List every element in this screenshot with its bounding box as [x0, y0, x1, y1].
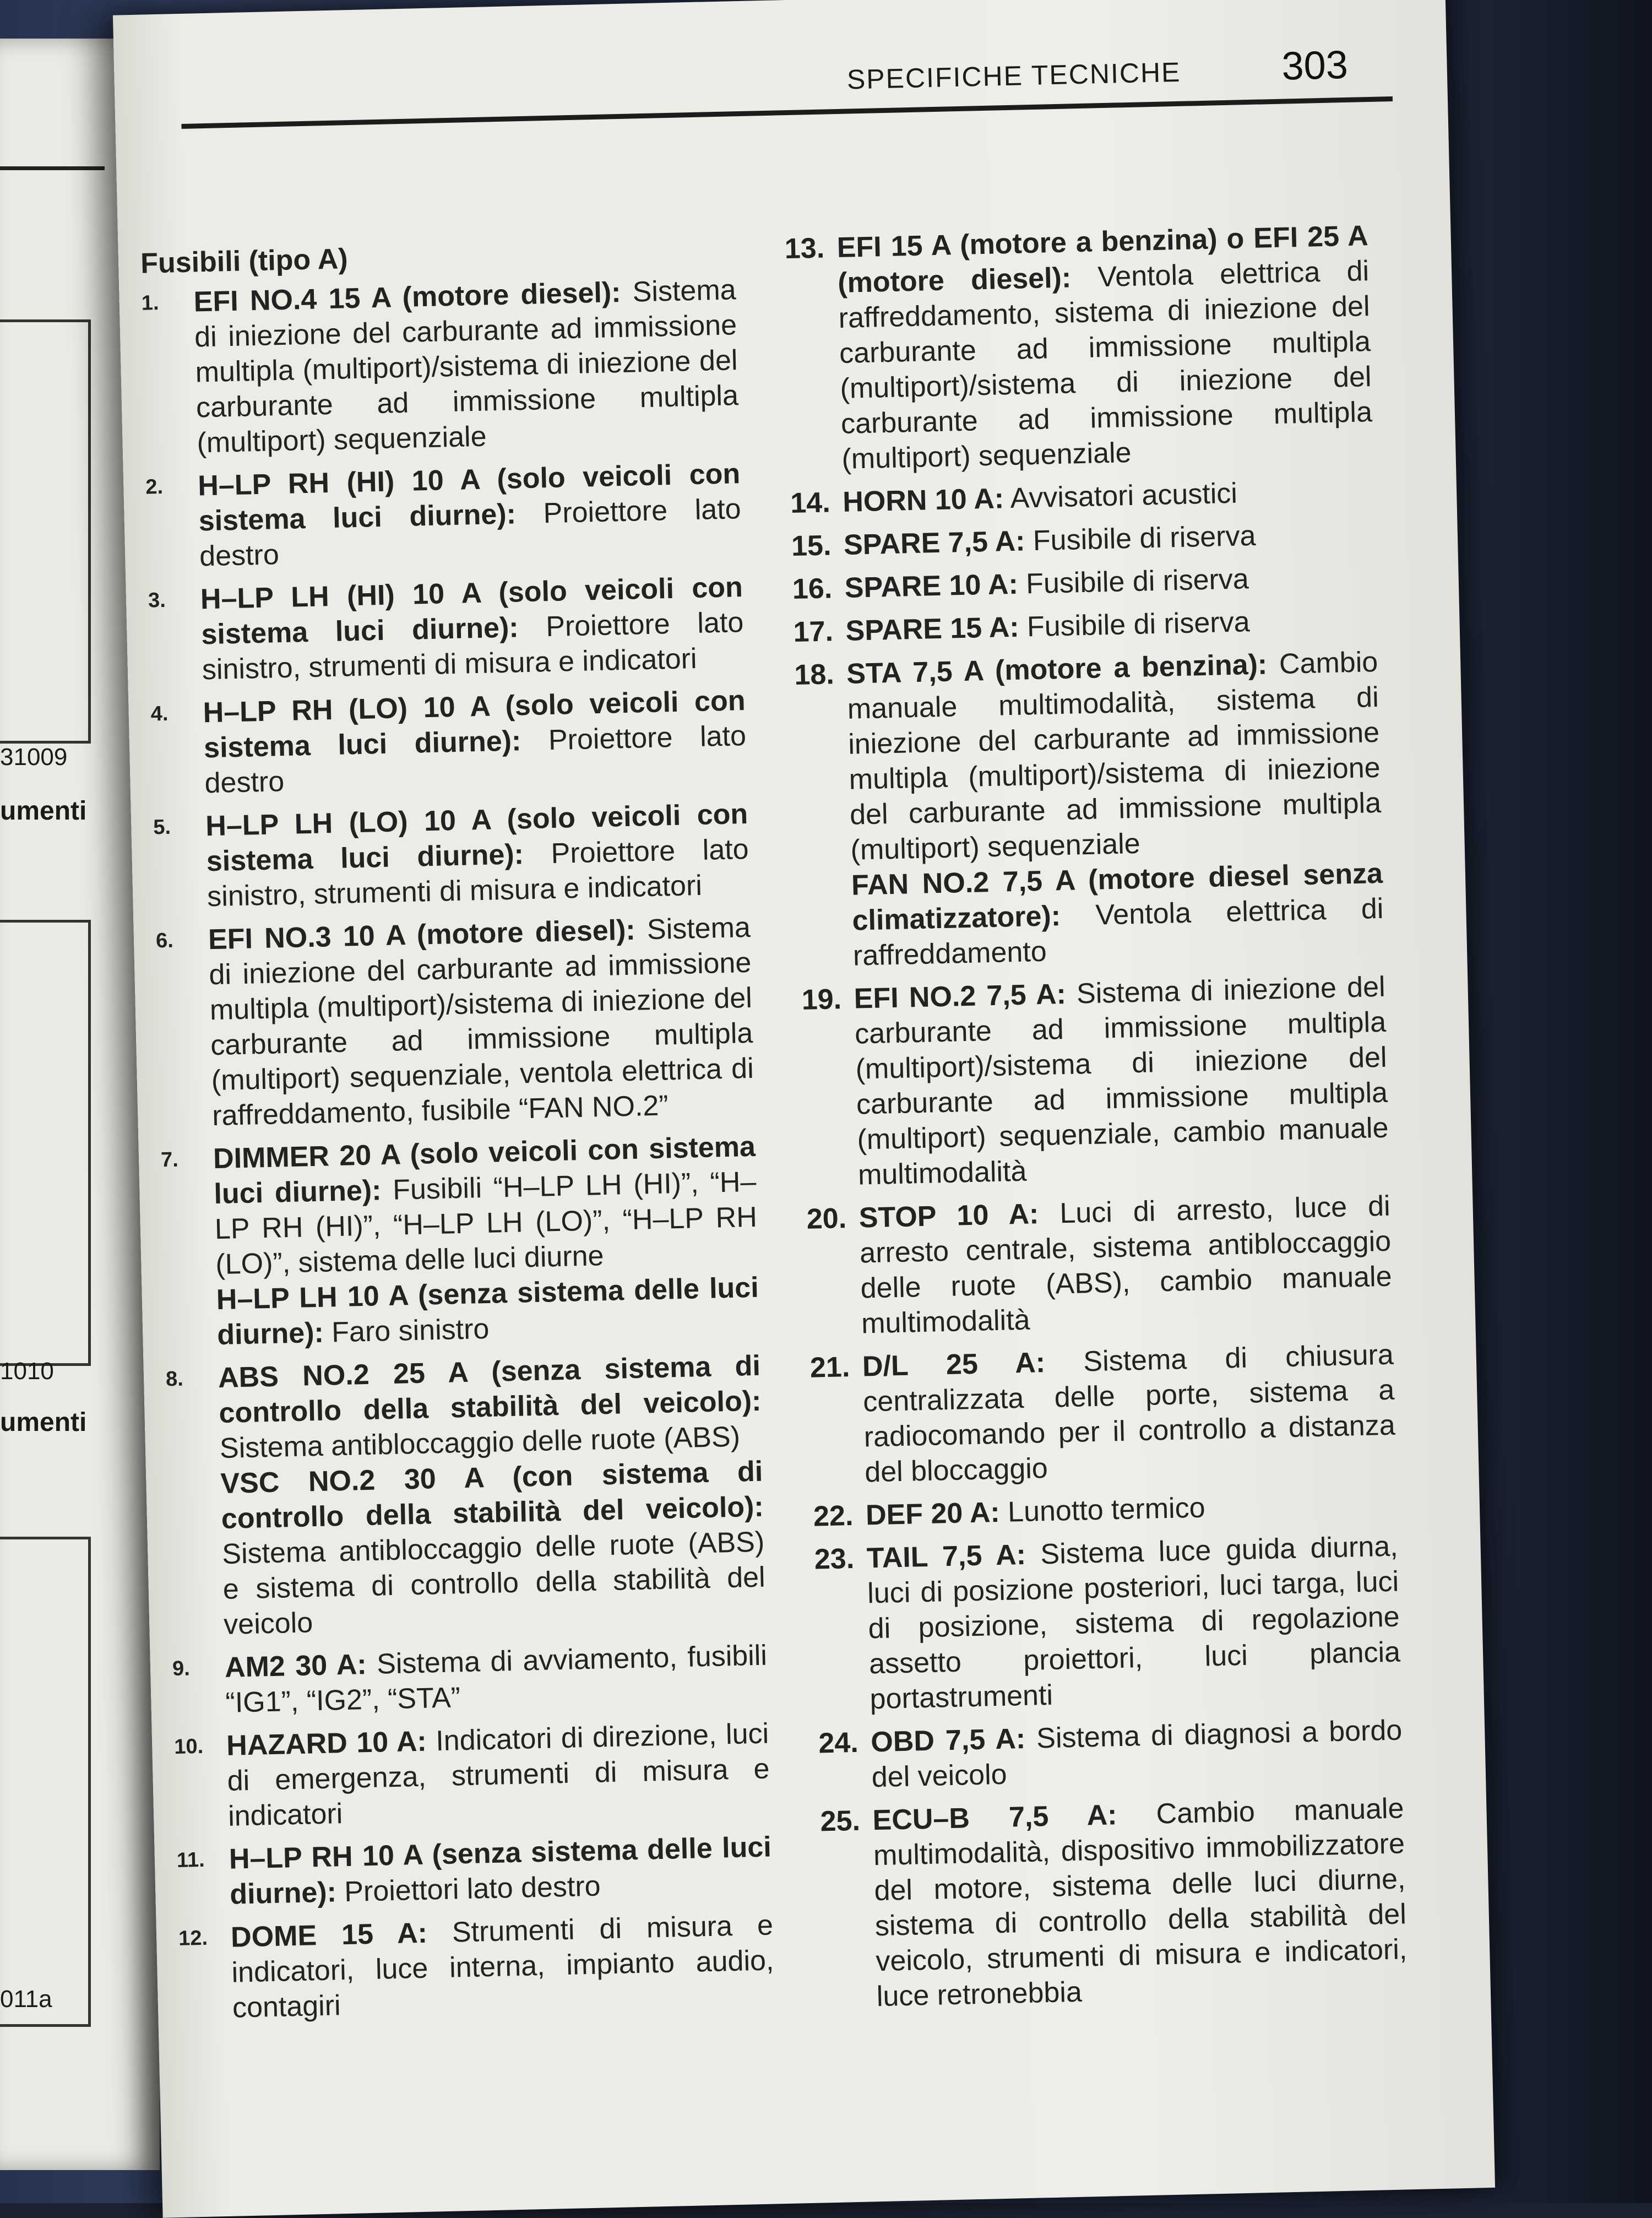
fuse-item [145, 456, 742, 575]
fuse-label: EFI NO.2 7,5 A: [854, 978, 1067, 1015]
fuse-label: DIMMER 20 A (solo veicoli con sistema luci diurne): [213, 1130, 756, 1211]
fuse-description: Proiettore lato sinistro, strumenti di misura e indicatori [202, 606, 744, 686]
fuse-alt-label: H–LP LH 10 A (senza sistema delle luci diurne): [216, 1271, 759, 1352]
item-number: 2. [145, 475, 164, 499]
previous-page-figure-frame [0, 319, 91, 744]
item-number: 22. [813, 1499, 854, 1533]
fuse-description: Cambio manuale multimodalità, dispositivo immobilizzatore del motore, sistema delle luci diurne, sistema di controllo della stabilità del veicolo, strumenti di misura e indicatori, luce retronebbia [873, 1792, 1408, 2013]
fuse-alt-label: VSC NO.2 30 A (con sistema di controllo della stabilità del veicolo): [220, 1455, 764, 1535]
fuse-item [791, 516, 1375, 564]
fuse-description: Proiettori lato destro [344, 1870, 601, 1908]
fuse-alternative [216, 1270, 760, 1353]
fuse-description: Sistema di iniezione del carburante ad immissione multipla (multiport)/sistema di iniezione del carburante ad immissione multipla (multiport) sequenziale [194, 274, 739, 459]
fuse-description: Fusibile di riserva [1032, 519, 1257, 557]
fuse-alt-description: Sistema antibloccaggio delle ruote (ABS) e sistema di controllo della stabilità del veicolo [221, 1526, 766, 1641]
item-number: 13. [784, 232, 825, 265]
fuse-label: SPARE 15 A: [845, 611, 1020, 647]
item-number: 9. [172, 1657, 191, 1681]
previous-page-rule [0, 166, 105, 170]
fuse-description: Sistema di iniezione del carburante ad immissione multipla (multiport)/sistema di iniezione del carburante ad immissione multipla (multiport) sequenziale, cambio manuale multimodalità [854, 970, 1389, 1191]
manual-page [113, 0, 1495, 2218]
fuse-description: Fusibili “H–LP LH (HI)”, “H–LP RH (HI)”, “H–LP LH (LO)”, “H–LP RH (LO)”, sistema delle luci diurne [214, 1165, 758, 1281]
fuse-alt-description: Faro sinistro [331, 1313, 490, 1349]
fuse-description: Cambio manuale multimodalità, sistema di iniezione del carburante ad immissione multipla (multiport)/sistema di iniezione del carburante ad immissione multipla (multiport) sequenziale [847, 646, 1382, 866]
fuse-item [809, 1337, 1396, 1492]
fuse-alt-description: Ventola elettrica di raffreddamento [852, 892, 1384, 972]
fuse-description: Sistema di avviamento, fusibili “IG1”, “IG2”, “STA” [225, 1639, 768, 1719]
item-number: 8. [165, 1367, 184, 1391]
fuse-description: Fusibile di riserva [1025, 563, 1249, 600]
fuse-label: EFI 15 A (motore a benzina) o EFI 25 A (motore diesel): [836, 220, 1369, 299]
fuse-item [176, 1829, 773, 1913]
item-number: 3. [148, 588, 166, 612]
item-number: 7. [160, 1148, 179, 1172]
right-column [784, 218, 1409, 2023]
fuse-item [178, 1907, 775, 2026]
fuse-item [172, 1638, 768, 1722]
fuse-item [806, 1189, 1393, 1343]
fuse-label: DOME 15 A: [230, 1917, 428, 1954]
item-number: 25. [820, 1804, 861, 1838]
fuse-item [784, 218, 1373, 478]
fuse-description: Proiettore lato destro [199, 493, 742, 573]
item-number: 23. [814, 1542, 855, 1576]
item-number: 21. [809, 1351, 850, 1384]
previous-page-caption: umenti [0, 796, 87, 826]
item-number: 24. [818, 1726, 859, 1760]
item-number: 6. [155, 929, 174, 953]
fuse-item [148, 570, 745, 688]
fuse-label: ECU–B 7,5 A: [872, 1799, 1118, 1837]
fuse-alt-label: FAN NO.2 7,5 A (motore diesel senza climatizzatore): [851, 857, 1383, 937]
fuse-alternative [220, 1454, 767, 1642]
fuse-label: STOP 10 A: [858, 1198, 1040, 1234]
fuse-label: D/L 25 A: [862, 1346, 1046, 1383]
header-rule [181, 96, 1393, 129]
previous-page-caption: umenti [0, 1408, 87, 1437]
fuse-label: SPARE 7,5 A: [843, 525, 1026, 561]
fuse-item [820, 1791, 1408, 2015]
fuse-item [160, 1129, 759, 1354]
fuse-label: AM2 30 A: [224, 1648, 367, 1684]
previous-page-figure-code: 1010 [0, 1358, 54, 1385]
item-number: 20. [806, 1202, 847, 1235]
item-number: 12. [178, 1926, 208, 1950]
item-number: 14. [790, 486, 831, 520]
fuse-item [793, 601, 1377, 650]
fuse-label: H–LP RH (HI) 10 A (solo veicoli con sistema luci diurne): [197, 458, 741, 538]
fuse-description: Sistema di chiusura centralizzata delle porte, sistema a radiocomando per il controllo a distanza del bloccaggio [862, 1338, 1396, 1489]
item-number: 16. [792, 572, 833, 606]
fuse-label: H–LP RH (LO) 10 A (solo veicoli con sistema luci diurne): [203, 685, 746, 764]
item-number: 10. [173, 1734, 204, 1759]
fuse-description: Sistema di iniezione del carburante ad immissione multipla (multiport)/sistema di iniezione del carburante ad immissione multipla (multiport) sequenziale, ventola elettrica di raffreddamento, fusibile “FAN NO.2” [208, 911, 754, 1132]
fuse-item [141, 272, 740, 462]
fuse-item [818, 1712, 1404, 1796]
fuse-item [813, 1486, 1397, 1534]
left-column [140, 232, 775, 2035]
fuse-description: Luci di arresto, luce di arresto centrale, sistema antibloccaggio delle ruote (ABS), cambio manuale multimodalità [859, 1190, 1393, 1340]
item-number: 4. [150, 702, 169, 726]
fuse-label: STA 7,5 A (motore a benzina): [846, 648, 1268, 690]
fuse-description: Indicatori di direzione, luci di emergenza, strumenti di misura e indicatori [227, 1717, 770, 1832]
fuse-description: Strumenti di misura e indicatori, luce interna, impianto audio, contagiri [231, 1909, 775, 2024]
fuse-item [155, 910, 754, 1135]
fuse-label: H–LP LH (LO) 10 A (solo veicoli con sistema luci diurne): [205, 798, 748, 878]
page-number: 303 [1281, 42, 1349, 89]
previous-page-figure-code: 011a [0, 1986, 52, 2013]
fuse-item [794, 644, 1385, 975]
item-number: 19. [801, 983, 842, 1016]
fuse-item [153, 796, 750, 915]
fuse-label: HORN 10 A: [842, 482, 1004, 518]
item-number: 15. [791, 529, 832, 563]
previous-page-figure-frame [0, 1537, 91, 2027]
fuse-label: TAIL 7,5 A: [866, 1538, 1026, 1575]
fuse-description: Avvisatori acustici [1009, 477, 1238, 514]
fuse-item [174, 1716, 771, 1835]
fuse-description: Sistema antibloccaggio delle ruote (ABS) [219, 1420, 741, 1465]
fuse-item [165, 1348, 766, 1644]
fuse-description: Ventola elettrica di raffreddamento, sistema di iniezione del carburante ad immissione multipla (multiport)/sistema di iniezione del carburante ad immissione multipla (multiport) sequenziale [838, 255, 1373, 475]
item-number: 17. [793, 615, 834, 648]
fuse-label: SPARE 10 A: [844, 568, 1019, 604]
fuse-label: ABS NO.2 25 A (senza sistema di controllo della stabilità del veicolo): [218, 1349, 762, 1430]
fuse-item [814, 1529, 1401, 1718]
item-number: 11. [176, 1848, 205, 1872]
section-header: SPECIFICHE TECNICHE [846, 56, 1182, 95]
fuse-description: Sistema di diagnosi a bordo del veicolo [871, 1714, 1403, 1794]
fuse-label: EFI NO.3 10 A (motore diesel): [208, 914, 636, 956]
fuse-description: Proiettore lato destro [204, 719, 747, 800]
item-number: 18. [794, 658, 835, 691]
fuse-label: H–LP RH 10 A (senza sistema delle luci diurne): [229, 1831, 772, 1911]
fuse-item [792, 558, 1376, 607]
fuse-item [801, 969, 1389, 1194]
section-title: Fusibili (tipo A) [140, 243, 349, 280]
fuse-item [150, 683, 747, 802]
item-number: 5. [153, 815, 171, 839]
previous-page-figure-code: 31009 [0, 744, 68, 771]
fuse-description: Fusibile di riserva [1026, 606, 1251, 643]
fuse-description: Proiettore lato sinistro, strumenti di misura e indicatori [206, 833, 749, 913]
fuse-description: Sistema luce guida diurna, luci di posizione posteriori, luci targa, luci di posizione, sistema di regolazione assetto proiettori, luci plancia portastrumenti [867, 1530, 1401, 1716]
fuse-label: H–LP LH (HI) 10 A (solo veicoli con sistema luci diurne): [200, 571, 743, 651]
item-number: 1. [141, 291, 159, 315]
fuse-label: OBD 7,5 A: [870, 1722, 1026, 1759]
fuse-description: Lunotto termico [1007, 1492, 1206, 1528]
fuse-label: DEF 20 A: [865, 1496, 1001, 1532]
fuse-item [790, 473, 1374, 521]
previous-page-figure-frame [0, 920, 91, 1366]
fuse-label: HAZARD 10 A: [226, 1725, 427, 1762]
fuse-label: EFI NO.4 15 A (motore diesel): [193, 276, 622, 318]
fuse-alternative [851, 856, 1384, 974]
